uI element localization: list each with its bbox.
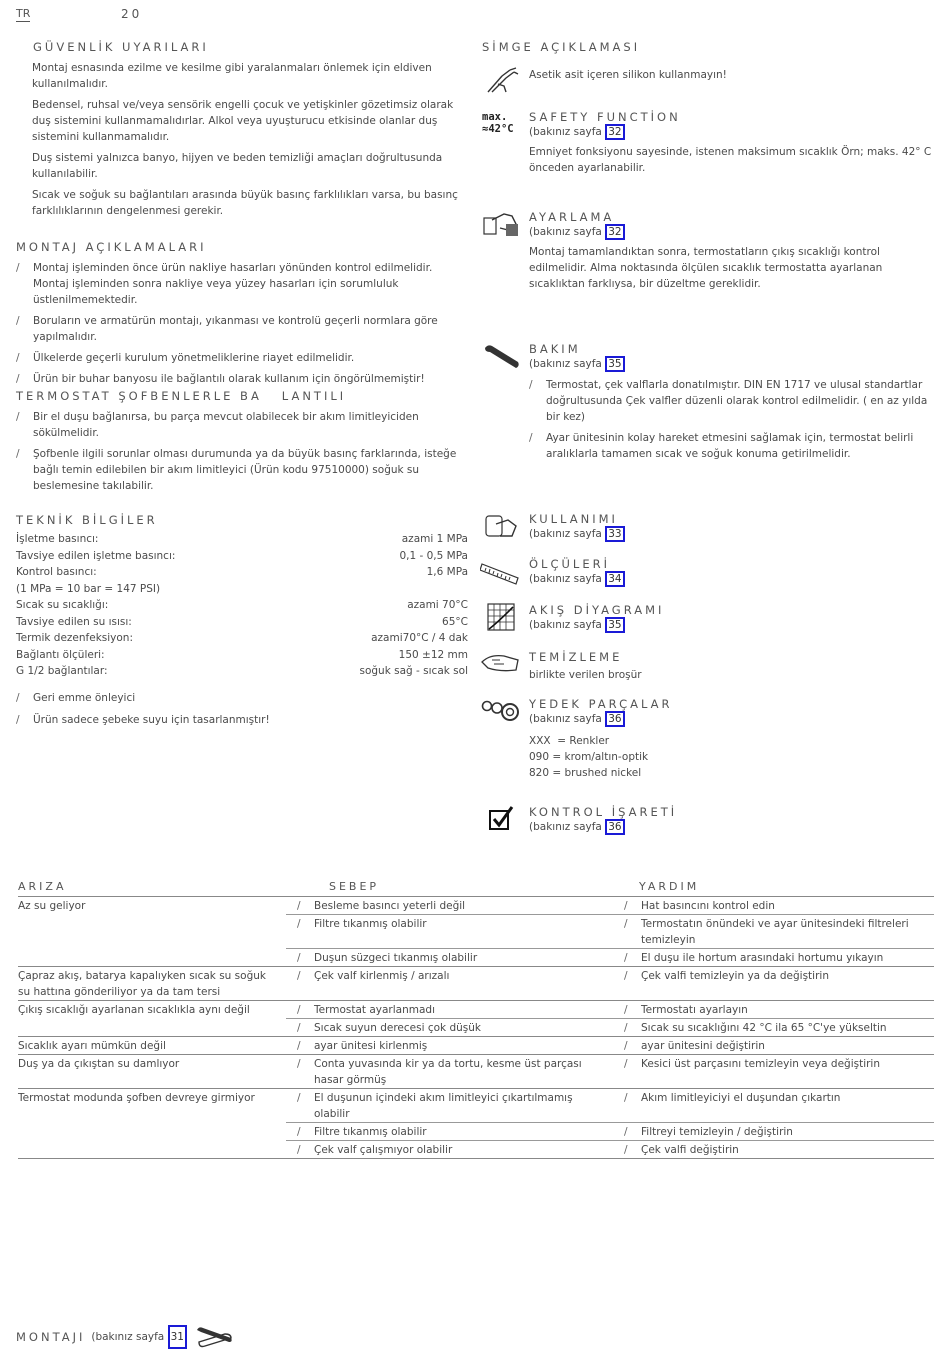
safety-paragraph: Bedensel, ruhsal ve/veya sensörik engelli çocuk ve yetişkinler gözetimsiz olarak duş sistemini kullanmamalıdırlar. Alkol veya uyuşturucu etkisinde olanlar duş sistemini kullanmamalıdır. [32,99,454,143]
help-cell: / Termostatın önündeki ve ayar ünitesindeki filtreleri temizleyin [624,918,909,946]
symbols-title: SİMGE AÇIKLAMASI [482,40,641,54]
cause-cell: / Çek valf kirlenmiş / arızalı [297,970,450,982]
table-row [286,1019,934,1036]
spec-label: Tavsiye edilen işletme basıncı: [16,549,176,562]
spares-block [529,697,673,781]
tech-title: TEKNİK BİLGİLER [16,513,158,527]
fault-table [18,880,934,1159]
spec-label: Kontrol basıncı: [16,566,97,578]
fault-cell: Az su geliyor [18,900,86,912]
list-item: / Şofbenle ilgili sorunlar olması durumunda ya da büyük basınç farklarında, isteğe bağlı temin edilebilen bir akım limitleyici (Ürün kodu 97510000) soğuk su beslemesine takılabilir. [16,448,457,492]
color-code: 820 = brushed nickel [529,767,642,779]
list-item: / Ayar ünitesinin kolay hareket etmesini sağlamak için, termostat belirli aralıklarla tamamen sıcak ve soğuk konuma getirilmelidir. [529,432,914,460]
dimensions-title: ÖLÇÜLERİ [529,557,610,571]
cause-cell: / Conta yuvasında kir ya da tortu, kesme üst parçası hasar görmüş [297,1058,582,1086]
safety-function-text: Emniyet fonksiyonu sayesinde, istenen maksimum sıcaklık Örn; maks. 42° C önceden ayarlanabilir. [529,146,932,174]
spec-label: Tavsiye edilen su ısısı: [16,615,132,628]
help-cell: / Çek valfi değiştirin [624,1144,739,1156]
page-reference: (bakınız sayfa 33 [529,526,625,542]
max-temp-icon: max. ≈42°C [482,111,514,135]
usage-block [529,512,625,542]
spare-parts-icon [480,695,520,725]
spec-row [16,614,468,631]
checkbox-icon [488,805,516,833]
help-cell: / Hat basıncını kontrol edin [624,900,775,912]
page-link[interactable]: 32 [605,224,624,240]
cause-cell: / Duşun süzgeci tıkanmış olabilir [297,952,478,964]
fault-group [18,1037,934,1055]
column-header: ARIZA [18,880,67,893]
spec-row [16,531,468,548]
page-link[interactable]: 34 [605,571,624,587]
adjust-hand-icon [482,210,522,240]
table-row [286,1037,934,1054]
tech-section [16,513,468,733]
spec-label: İşletme basıncı: [16,533,99,545]
mounting-title: MONTAJ AÇIKLAMALARI [16,240,207,254]
list-item: / Ülkelerde geçerli kurulum yönetmeliklerine riayet edilmelidir. [16,352,355,364]
page-reference: (bakınız sayfa 35 [529,617,664,633]
list-item: / Boruların ve armatürün montajı, yıkanması ve kontrolü geçerli normlara göre yapılmalıdır. [16,315,438,343]
footer [16,1324,235,1350]
cleaning-text: birlikte verilen broşür [529,669,642,681]
help-cell: / Sıcak su sıcaklığını 42 °C ila 65 °C'ye yükseltin [624,1022,887,1034]
language-code: TR [16,7,31,20]
safety-paragraph: Duş sistemi yalnızca banyo, hijyen ve beden temizliği amaçları doğrultusunda kullanılabilir. [32,152,443,180]
adjust-block [529,210,939,292]
spec-value: azami 1 MPa [401,533,468,545]
safety-paragraph: Sıcak ve soğuk su bağlantıları arasında büyük basınç farklılıkları varsa, bu basınç farklılıklarının dengelenmesi gerekir. [32,189,458,217]
spec-row [16,548,468,565]
color-code: 090 = krom/altın-optik [529,751,649,763]
page-reference: (bakınız sayfa 36 [529,711,673,727]
spec-value: 0,1 - 0,5 MPa [399,549,468,562]
page-link[interactable]: 35 [605,617,624,633]
list-item: / Ürün bir buhar banyosu ile bağlantılı olarak kullanım için öngörülmemiştir! [16,373,425,385]
fault-group [18,1001,934,1037]
silicone-warning: Asetik asit içeren silikon kullanmayın! [529,69,727,81]
table-header [18,880,934,896]
maintenance-block [529,342,934,467]
table-row [286,1001,934,1019]
cause-cell: / Termostat ayarlanmadı [297,1004,436,1016]
spec-label: Termik dezenfeksiyon: [16,632,133,644]
spec-label: (1 MPa = 10 bar = 147 PSI) [16,582,161,595]
spec-row [16,630,468,647]
page-link[interactable]: 33 [605,526,624,542]
list-item: / Geri emme önleyici [16,691,136,704]
page-reference: (bakınız sayfa 31 [91,1325,187,1349]
cleaning-hand-icon [480,648,520,678]
help-cell: / Filtreyi temizleyin / değiştirin [624,1126,793,1138]
spec-value: 150 ±12 mm [398,648,468,661]
help-cell: / Çek valfi temizleyin ya da değiştirin [624,970,829,982]
spec-row [16,663,468,680]
cause-cell: / Çek valf çalışmıyor olabilir [297,1144,453,1156]
cause-cell: / ayar ünitesi kirlenmiş [297,1040,428,1052]
check-title: KONTROL İŞARETİ [529,805,678,819]
table-row [286,897,934,915]
spec-value: azami70°C / 4 dak [371,632,468,644]
help-cell: / Termostatı ayarlayın [624,1004,748,1016]
fault-cell: Çapraz akış, batarya kapalıyken sıcak su soğuk su hattına gönderiliyor ya da tam tersi [18,970,266,998]
table-row [286,967,934,984]
check-block [529,805,677,835]
help-cell: / El duşu ile hortum arasındaki hortumu yıkayın [624,952,884,964]
color-code: XXX = Renkler [529,735,610,747]
spares-title: YEDEK PARÇALAR [529,697,673,711]
page-link[interactable]: 32 [605,124,624,140]
usage-hand-icon [482,512,522,542]
column-header: SEBEP [329,880,380,893]
maintenance-title: BAKIM [529,342,581,356]
spec-value: soğuk sağ - sıcak sol [359,665,468,677]
safety-title: GÜVENLİK UYARILARI [33,40,209,54]
table-row [286,1055,934,1088]
page-reference: (bakınız sayfa 34 [529,571,625,587]
fault-cell: Duş ya da çıkıştan su damlıyor [18,1058,180,1070]
spec-value: azami 70°C [407,599,468,611]
page-link[interactable]: 36 [605,819,624,835]
fault-group [18,1055,934,1089]
safety-paragraph: Montaj esnasında ezilme ve kesilme gibi yaralanmaları önlemek için eldiven kullanılmalıdır. [32,62,432,90]
spec-label: Bağlantı ölçüleri: [16,648,105,661]
fault-group [18,897,934,967]
table-row [286,1089,934,1123]
list-item: / Ürün sadece şebeke suyu için tasarlanmıştır! [16,713,270,726]
spec-label: Sıcak su sıcaklığı: [16,599,109,611]
cause-cell: / Filtre tıkanmış olabilir [297,1126,427,1138]
column-header: YARDIM [639,880,700,893]
fault-group [18,967,934,1001]
mounting-section [16,240,468,392]
cause-cell: / Besleme basıncı yeterli değil [297,900,466,912]
tools-icon [195,1324,235,1350]
spec-row [16,647,468,664]
flow-diagram-icon [487,603,515,631]
fault-cell: Çıkış sıcaklığı ayarlanan sıcaklıkla aynı değil [18,1004,250,1016]
usage-title: KULLANIMI [529,512,618,526]
silicone-gun-icon [484,66,524,96]
flow-block [529,603,664,633]
spec-row [16,564,468,581]
cleaning-title: TEMİZLEME [529,650,623,664]
footer-label: MONTAJI [16,1330,86,1344]
spec-row [16,581,468,598]
table-row [286,1123,934,1141]
spec-row [16,597,468,614]
flow-title: AKIŞ DİYAGRAMI [529,603,665,617]
table-row [286,1141,934,1158]
cause-cell: / Filtre tıkanmış olabilir [297,918,427,930]
safety-function-block [529,110,939,176]
adjust-text: Montaj tamamlandıktan sonra, termostatların çıkış sıcaklığı kontrol edilmelidir. Alma noktasında ölçülen sıcaklık termostatta ayarlanan sıcaklıktan farklıysa, bir düzeltme gereklidir. [529,246,883,290]
wrench-icon [482,342,522,372]
page-reference: (bakınız sayfa 36 [529,819,677,835]
heater-title: TERMOSTAT ŞOFBENLERLE BA LANTILI [16,389,347,403]
table-row [286,949,934,966]
page-reference: (bakınız sayfa 32 [529,224,939,240]
page-link[interactable]: 31 [168,1325,187,1349]
heater-section [16,389,468,499]
fault-cell: Termostat modunda şofben devreye girmiyor [18,1092,255,1104]
cause-cell: / Sıcak suyun derecesi çok düşük [297,1022,481,1034]
page-link[interactable]: 36 [605,711,624,727]
cause-cell: / El duşunun içindeki akım limitleyici çıkartılmamış olabilir [297,1092,573,1120]
safety-section [16,40,468,219]
page-link[interactable]: 35 [605,356,624,372]
help-cell: / Kesici üst parçasını temizleyin veya değiştirin [624,1058,881,1070]
cleaning-block [529,650,642,683]
help-cell: / Akım limitleyiciyi el duşundan çıkartın [624,1092,841,1104]
list-item: / Montaj işleminden önce ürün nakliye hasarları yönünden kontrol edilmelidir. Montaj işleminden sonra nakliye veya yüzey hasarları için sorumluluk üstlenilmemektedir. [16,262,433,306]
page-reference: (bakınız sayfa 32 [529,124,939,140]
ruler-icon [480,556,520,586]
adjust-title: AYARLAMA [529,210,615,224]
spec-value: 65°C [442,615,468,628]
page-number: 20 [121,7,143,21]
fault-group [18,1089,934,1159]
page-reference: (bakınız sayfa 35 [529,356,934,372]
list-item: / Termostat, çek valflarla donatılmıştır. DIN EN 1717 ve ulusal standartlar doğrultusunda Çek valfler düzenli olarak kontrol edilmelidir. ( en az yılda bir kez) [529,379,928,423]
list-item: / Bir el duşu bağlanırsa, bu parça mevcut olabilecek bir akım limitleyiciden sökülmelidir. [16,411,419,439]
fault-cell: Sıcaklık ayarı mümkün değil [18,1040,166,1052]
spec-value: 1,6 MPa [426,566,468,578]
safety-function-title: SAFETY FUNCTİON [529,110,681,124]
spec-label: G 1/2 bağlantılar: [16,665,108,677]
table-row [286,915,934,949]
help-cell: / ayar ünitesini değiştirin [624,1040,765,1052]
dimensions-block [529,557,625,587]
